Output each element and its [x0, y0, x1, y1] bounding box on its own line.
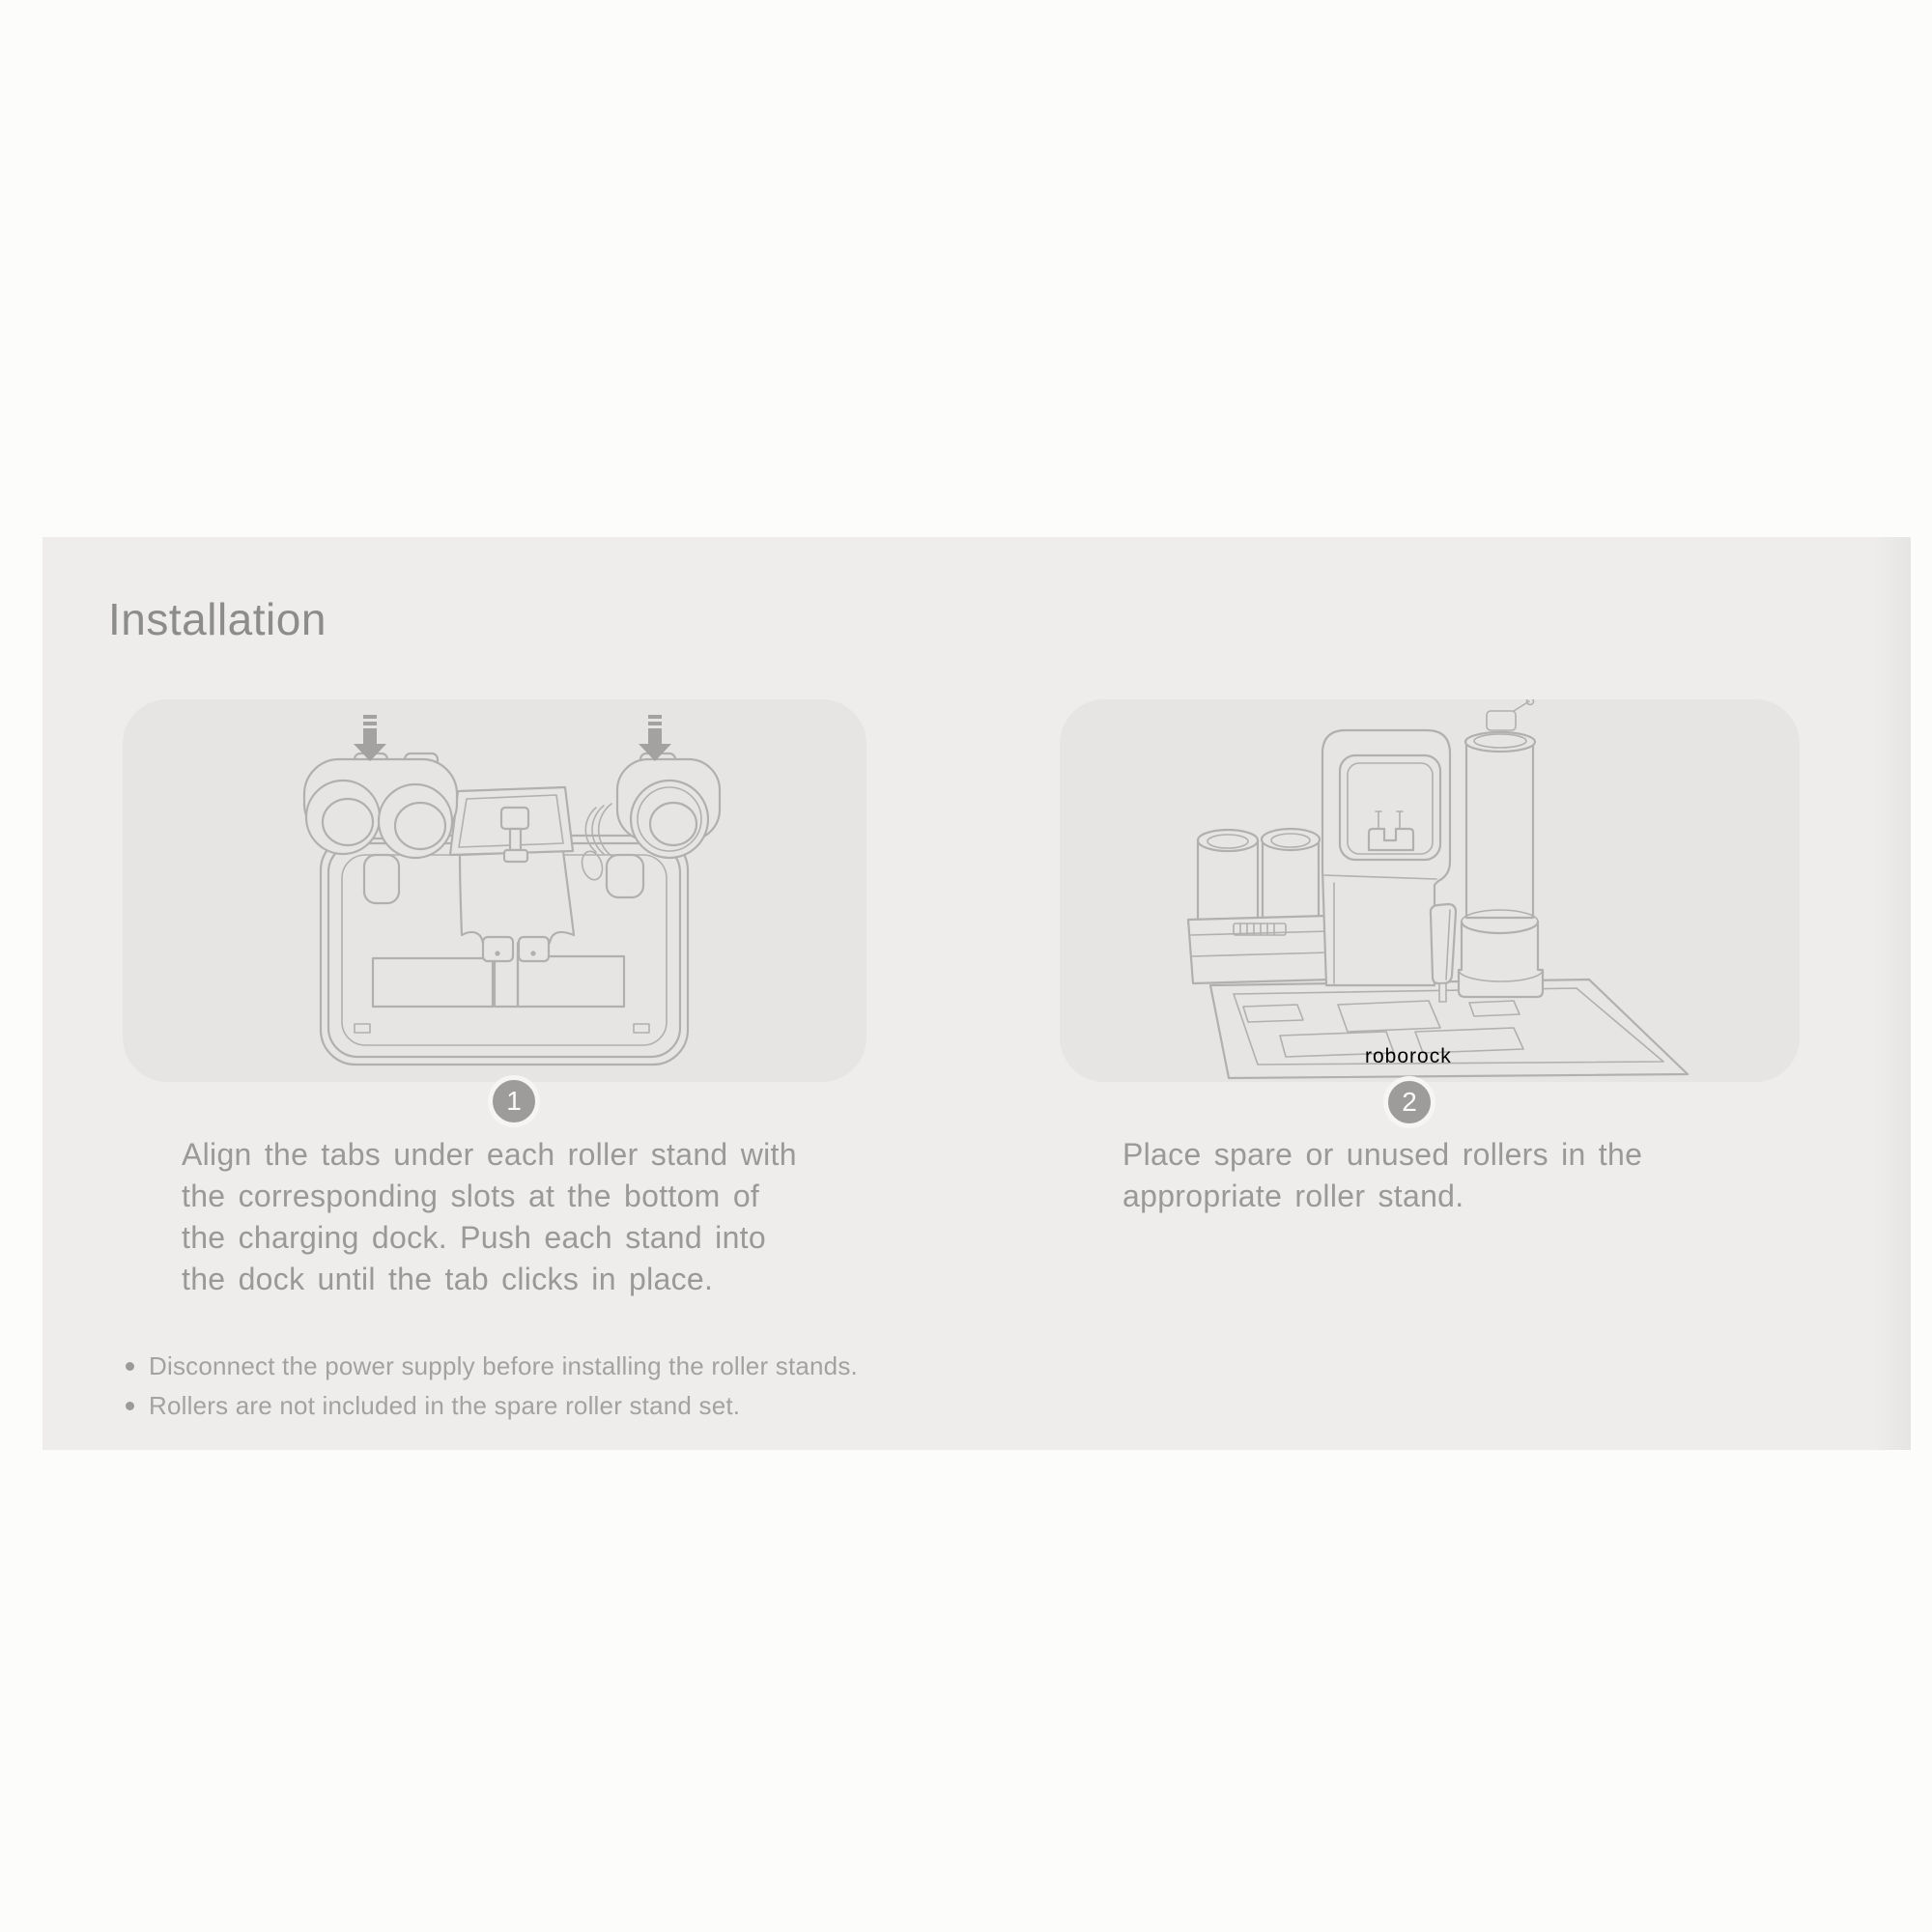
footnote-item: Rollers are not included in the spare roller stand set. — [124, 1386, 858, 1426]
step-2-number: 2 — [1402, 1087, 1417, 1117]
page-title: Installation — [108, 594, 327, 644]
caption-line: the dock until the tab clicks in place. — [182, 1262, 714, 1296]
dock-bottom-view-illustration — [123, 699, 867, 1082]
caption-line: the corresponding slots at the bottom of — [182, 1179, 760, 1213]
step-1-badge — [488, 1075, 540, 1127]
step-2-caption — [1122, 1134, 1642, 1217]
manual-sheet — [43, 537, 1911, 1450]
footnote-item: Disconnect the power supply before installing the roller stands. — [124, 1347, 858, 1386]
caption-line: the charging dock. Push each stand into — [182, 1220, 766, 1255]
caption-line: Align the tabs under each roller stand with — [182, 1137, 797, 1172]
step-1-caption — [182, 1134, 797, 1300]
brand-label: roborock — [1365, 1045, 1452, 1067]
step-2-illustration-panel — [1060, 699, 1800, 1082]
dock-assembled-illustration — [1060, 699, 1800, 1082]
footnotes — [124, 1347, 858, 1426]
step-1-number: 1 — [506, 1086, 522, 1116]
step-2-badge — [1383, 1076, 1435, 1128]
caption-line: appropriate roller stand. — [1122, 1179, 1464, 1213]
step-1-illustration-panel — [123, 699, 867, 1082]
caption-line: Place spare or unused rollers in the — [1122, 1137, 1643, 1172]
